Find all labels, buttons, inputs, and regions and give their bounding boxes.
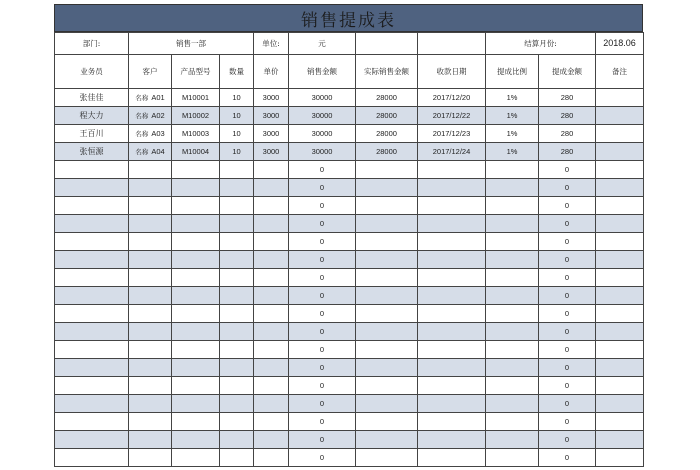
actual-sales-cell[interactable]: 28000	[356, 89, 418, 107]
customer-cell[interactable]	[129, 341, 172, 359]
payment-date-cell[interactable]	[418, 359, 486, 377]
commission-rate-cell[interactable]	[486, 179, 539, 197]
commission-rate-cell[interactable]: 1%	[486, 89, 539, 107]
payment-date-cell[interactable]	[418, 323, 486, 341]
remarks-cell[interactable]	[596, 233, 644, 251]
quantity-cell[interactable]	[220, 305, 254, 323]
unit-price-cell[interactable]	[254, 197, 289, 215]
payment-date-cell[interactable]	[418, 377, 486, 395]
commission-amount-cell[interactable]: 0	[539, 359, 596, 377]
payment-date-cell[interactable]	[418, 233, 486, 251]
payment-date-cell[interactable]	[418, 215, 486, 233]
product-model-cell[interactable]	[172, 305, 220, 323]
salesperson-cell[interactable]	[55, 359, 129, 377]
payment-date-cell[interactable]	[418, 269, 486, 287]
actual-sales-cell[interactable]	[356, 197, 418, 215]
unit-price-cell[interactable]	[254, 431, 289, 449]
commission-amount-cell[interactable]: 0	[539, 179, 596, 197]
actual-sales-cell[interactable]	[356, 287, 418, 305]
payment-date-cell[interactable]	[418, 431, 486, 449]
sales-amount-cell[interactable]: 30000	[289, 89, 356, 107]
header-payment-date-label: 收款日期	[436, 66, 467, 76]
product-model-cell[interactable]	[172, 431, 220, 449]
commission-amount-cell[interactable]: 0	[539, 269, 596, 287]
commission-table	[54, 32, 644, 467]
sales-amount-cell[interactable]: 0	[289, 269, 356, 287]
payment-date-cell[interactable]: 2017/12/24	[418, 143, 486, 161]
payment-date-cell[interactable]	[418, 179, 486, 197]
remarks-cell[interactable]	[596, 413, 644, 431]
customer-cell[interactable]	[129, 305, 172, 323]
actual-sales-cell[interactable]	[356, 305, 418, 323]
commission-amount-cell[interactable]: 0	[539, 449, 596, 467]
sales-amount-cell[interactable]: 0	[289, 305, 356, 323]
quantity-cell[interactable]: 10	[220, 143, 254, 161]
header-customer	[129, 55, 172, 89]
product-model-cell[interactable]: M10004	[172, 143, 220, 161]
customer-cell[interactable]	[129, 287, 172, 305]
unit-price-cell[interactable]	[254, 377, 289, 395]
salesperson-cell[interactable]	[55, 179, 129, 197]
commission-rate-cell[interactable]	[486, 269, 539, 287]
header-commission-rate-label: 提成比例	[497, 66, 528, 76]
product-model-cell[interactable]	[172, 215, 220, 233]
actual-sales-cell[interactable]	[356, 269, 418, 287]
sales-amount-cell[interactable]: 0	[289, 449, 356, 467]
commission-amount-cell[interactable]: 280	[539, 107, 596, 125]
unit-price-cell[interactable]	[254, 449, 289, 467]
customer-cell[interactable]	[129, 359, 172, 377]
sales-amount-cell[interactable]: 0	[289, 359, 356, 377]
salesperson-cell[interactable]	[55, 269, 129, 287]
customer-prefix: 名称	[135, 111, 149, 120]
remarks-cell[interactable]	[596, 287, 644, 305]
commission-rate-cell[interactable]	[486, 197, 539, 215]
product-model-cell[interactable]	[172, 251, 220, 269]
customer-cell[interactable]	[129, 377, 172, 395]
header-sales-amount	[289, 55, 356, 89]
header-payment-date	[418, 55, 486, 89]
unit-price-cell[interactable]	[254, 269, 289, 287]
commission-rate-cell[interactable]	[486, 377, 539, 395]
payment-date-cell[interactable]	[418, 161, 486, 179]
commission-amount-cell[interactable]: 0	[539, 215, 596, 233]
unit-price-cell[interactable]: 3000	[254, 143, 289, 161]
commission-amount-cell[interactable]: 0	[539, 197, 596, 215]
actual-sales-cell[interactable]	[356, 251, 418, 269]
table-row	[55, 305, 644, 323]
customer-code: A02	[151, 110, 165, 120]
sales-amount-cell[interactable]: 30000	[289, 107, 356, 125]
dept-label: 部门:	[55, 33, 129, 55]
payment-date-cell[interactable]	[418, 341, 486, 359]
customer-cell[interactable]	[129, 215, 172, 233]
salesperson-cell[interactable]: 王百川	[55, 125, 129, 143]
actual-sales-cell[interactable]: 28000	[356, 125, 418, 143]
customer-cell[interactable]	[129, 413, 172, 431]
customer-cell[interactable]	[129, 251, 172, 269]
table-row	[55, 107, 644, 125]
header-sales-amount-label: 销售金额	[307, 66, 338, 76]
commission-rate-cell[interactable]	[486, 161, 539, 179]
commission-amount-cell[interactable]: 0	[539, 377, 596, 395]
header-remarks-label: 备注	[612, 66, 628, 76]
header-commission-rate	[486, 55, 539, 89]
customer-code: A04	[151, 146, 165, 156]
commission-rate-cell[interactable]	[486, 341, 539, 359]
actual-sales-cell[interactable]	[356, 359, 418, 377]
sales-amount-cell[interactable]: 0	[289, 161, 356, 179]
product-model-cell[interactable]	[172, 197, 220, 215]
actual-sales-cell[interactable]	[356, 341, 418, 359]
remarks-cell[interactable]	[596, 377, 644, 395]
customer-cell[interactable]	[129, 395, 172, 413]
sales-amount-cell[interactable]: 30000	[289, 143, 356, 161]
remarks-cell[interactable]	[596, 125, 644, 143]
table-row	[55, 197, 644, 215]
sales-amount-cell[interactable]: 0	[289, 179, 356, 197]
salesperson-cell[interactable]: 张恒源	[55, 143, 129, 161]
customer-prefix: 名称	[135, 93, 149, 102]
quantity-cell[interactable]	[220, 413, 254, 431]
quantity-cell[interactable]	[220, 431, 254, 449]
unit-value[interactable]: 元	[289, 33, 356, 55]
customer-code: A01	[151, 92, 165, 102]
payment-date-cell[interactable]	[418, 413, 486, 431]
commission-rate-cell[interactable]	[486, 215, 539, 233]
header-salesperson-label: 业务员	[80, 66, 103, 76]
product-model-cell[interactable]	[172, 233, 220, 251]
quantity-cell[interactable]	[220, 359, 254, 377]
commission-amount-cell[interactable]: 0	[539, 161, 596, 179]
unit-price-cell[interactable]	[254, 179, 289, 197]
commission-amount-cell[interactable]: 0	[539, 287, 596, 305]
unit-price-cell[interactable]	[254, 413, 289, 431]
remarks-cell[interactable]	[596, 143, 644, 161]
salesperson-cell[interactable]	[55, 251, 129, 269]
remarks-cell[interactable]	[596, 197, 644, 215]
info-row	[55, 33, 644, 55]
actual-sales-cell[interactable]	[356, 323, 418, 341]
sales-amount-cell[interactable]: 0	[289, 251, 356, 269]
header-row	[55, 55, 644, 89]
period-value[interactable]: 2018.06	[596, 33, 644, 55]
commission-amount-cell[interactable]: 280	[539, 89, 596, 107]
header-actual-sales-amount-label: 实际销售金额	[364, 66, 410, 76]
table-row	[55, 233, 644, 251]
quantity-cell[interactable]	[220, 251, 254, 269]
remarks-cell[interactable]	[596, 305, 644, 323]
quantity-cell[interactable]	[220, 215, 254, 233]
salesperson-cell[interactable]	[55, 161, 129, 179]
salesperson-cell[interactable]	[55, 449, 129, 467]
commission-rate-cell[interactable]	[486, 359, 539, 377]
quantity-cell[interactable]	[220, 323, 254, 341]
remarks-cell[interactable]	[596, 269, 644, 287]
quantity-cell[interactable]	[220, 287, 254, 305]
actual-sales-cell[interactable]	[356, 233, 418, 251]
header-unit-price-label: 单价	[263, 66, 279, 76]
period-label: 结算月份:	[486, 33, 596, 55]
customer-cell[interactable]	[129, 431, 172, 449]
salesperson-cell[interactable]: 张佳佳	[55, 89, 129, 107]
customer-cell[interactable]	[129, 197, 172, 215]
product-model-cell[interactable]: M10002	[172, 107, 220, 125]
header-remarks	[596, 55, 644, 89]
quantity-cell[interactable]	[220, 449, 254, 467]
unit-label: 单位:	[254, 33, 289, 55]
header-actual-sales-amount	[356, 55, 418, 89]
payment-date-cell[interactable]	[418, 395, 486, 413]
header-salesperson	[55, 55, 129, 89]
quantity-cell[interactable]: 10	[220, 89, 254, 107]
product-model-cell[interactable]: M10003	[172, 125, 220, 143]
table-row	[55, 161, 644, 179]
remarks-cell[interactable]	[596, 359, 644, 377]
actual-sales-cell[interactable]	[356, 449, 418, 467]
header-quantity-label: 数量	[229, 66, 244, 76]
payment-date-cell[interactable]: 2017/12/22	[418, 107, 486, 125]
sales-amount-cell[interactable]: 0	[289, 323, 356, 341]
actual-sales-cell[interactable]	[356, 377, 418, 395]
table-row	[55, 377, 644, 395]
commission-rate-cell[interactable]: 1%	[486, 107, 539, 125]
header-commission-amount-label: 提成金额	[552, 66, 583, 76]
payment-date-cell[interactable]	[418, 287, 486, 305]
product-model-cell[interactable]	[172, 341, 220, 359]
commission-amount-cell[interactable]: 280	[539, 143, 596, 161]
quantity-cell[interactable]: 10	[220, 125, 254, 143]
commission-amount-cell[interactable]: 0	[539, 305, 596, 323]
table-row	[55, 215, 644, 233]
salesperson-cell[interactable]	[55, 431, 129, 449]
header-product-model	[172, 55, 220, 89]
product-model-cell[interactable]	[172, 161, 220, 179]
commission-rate-cell[interactable]	[486, 287, 539, 305]
salesperson-cell[interactable]	[55, 323, 129, 341]
commission-rate-cell[interactable]	[486, 449, 539, 467]
remarks-cell[interactable]	[596, 161, 644, 179]
quantity-cell[interactable]	[220, 395, 254, 413]
payment-date-cell[interactable]	[418, 251, 486, 269]
unit-price-cell[interactable]	[254, 251, 289, 269]
salesperson-cell[interactable]	[55, 341, 129, 359]
remarks-cell[interactable]	[596, 341, 644, 359]
salesperson-cell[interactable]: 程大力	[55, 107, 129, 125]
product-model-cell[interactable]: M10001	[172, 89, 220, 107]
remarks-cell[interactable]	[596, 215, 644, 233]
sales-amount-cell[interactable]: 0	[289, 233, 356, 251]
info-blank-cell[interactable]	[418, 33, 486, 55]
commission-rate-cell[interactable]	[486, 323, 539, 341]
customer-cell[interactable]	[129, 179, 172, 197]
sales-amount-cell[interactable]: 0	[289, 431, 356, 449]
customer-cell[interactable]	[129, 323, 172, 341]
unit-price-cell[interactable]: 3000	[254, 107, 289, 125]
salesperson-cell[interactable]	[55, 197, 129, 215]
remarks-cell[interactable]	[596, 431, 644, 449]
salesperson-cell[interactable]	[55, 305, 129, 323]
commission-amount-cell[interactable]: 0	[539, 413, 596, 431]
customer-cell[interactable]	[129, 161, 172, 179]
product-model-cell[interactable]	[172, 287, 220, 305]
commission-amount-cell[interactable]: 0	[539, 341, 596, 359]
table-row	[55, 431, 644, 449]
header-unit-price	[254, 55, 289, 89]
remarks-cell[interactable]	[596, 395, 644, 413]
salesperson-cell[interactable]	[55, 377, 129, 395]
table-row	[55, 413, 644, 431]
table-row	[55, 449, 644, 467]
product-model-cell[interactable]	[172, 323, 220, 341]
customer-cell[interactable]	[129, 107, 172, 125]
quantity-cell[interactable]: 10	[220, 107, 254, 125]
commission-rate-cell[interactable]	[486, 305, 539, 323]
unit-price-cell[interactable]: 3000	[254, 125, 289, 143]
unit-price-cell[interactable]	[254, 233, 289, 251]
product-model-cell[interactable]	[172, 359, 220, 377]
remarks-cell[interactable]	[596, 323, 644, 341]
commission-rate-cell[interactable]	[486, 233, 539, 251]
actual-sales-cell[interactable]	[356, 413, 418, 431]
header-commission-amount	[539, 55, 596, 89]
dept-value[interactable]: 销售一部	[129, 33, 254, 55]
payment-date-cell[interactable]	[418, 305, 486, 323]
table-row	[55, 323, 644, 341]
unit-price-cell[interactable]	[254, 395, 289, 413]
unit-price-cell[interactable]	[254, 341, 289, 359]
actual-sales-cell[interactable]	[356, 161, 418, 179]
unit-price-cell[interactable]	[254, 359, 289, 377]
payment-date-cell[interactable]	[418, 197, 486, 215]
product-model-cell[interactable]	[172, 413, 220, 431]
actual-sales-cell[interactable]	[356, 179, 418, 197]
table-row	[55, 269, 644, 287]
quantity-cell[interactable]	[220, 233, 254, 251]
sales-amount-cell[interactable]: 0	[289, 341, 356, 359]
commission-amount-cell[interactable]: 0	[539, 233, 596, 251]
commission-rate-cell[interactable]	[486, 431, 539, 449]
table-row	[55, 395, 644, 413]
customer-cell[interactable]	[129, 89, 172, 107]
remarks-cell[interactable]	[596, 449, 644, 467]
unit-price-cell[interactable]	[254, 287, 289, 305]
table-row	[55, 287, 644, 305]
salesperson-cell[interactable]	[55, 395, 129, 413]
commission-amount-cell[interactable]: 0	[539, 431, 596, 449]
customer-prefix: 名称	[135, 129, 149, 138]
remarks-cell[interactable]	[596, 107, 644, 125]
product-model-cell[interactable]	[172, 395, 220, 413]
actual-sales-cell[interactable]	[356, 431, 418, 449]
commission-rate-cell[interactable]: 1%	[486, 125, 539, 143]
payment-date-cell[interactable]	[418, 449, 486, 467]
customer-prefix: 名称	[135, 147, 149, 156]
table-row	[55, 89, 644, 107]
remarks-cell[interactable]	[596, 179, 644, 197]
quantity-cell[interactable]	[220, 269, 254, 287]
remarks-cell[interactable]	[596, 89, 644, 107]
salesperson-cell[interactable]	[55, 215, 129, 233]
commission-amount-cell[interactable]: 0	[539, 395, 596, 413]
product-model-cell[interactable]	[172, 377, 220, 395]
product-model-cell[interactable]	[172, 179, 220, 197]
header-quantity	[220, 55, 254, 89]
commission-rate-cell[interactable]: 1%	[486, 143, 539, 161]
actual-sales-cell[interactable]: 28000	[356, 143, 418, 161]
payment-date-cell[interactable]: 2017/12/20	[418, 89, 486, 107]
unit-price-cell[interactable]: 3000	[254, 89, 289, 107]
sales-amount-cell[interactable]: 0	[289, 377, 356, 395]
salesperson-cell[interactable]	[55, 233, 129, 251]
commission-rate-cell[interactable]	[486, 251, 539, 269]
table-row	[55, 179, 644, 197]
quantity-cell[interactable]	[220, 179, 254, 197]
sheet-title: 销售提成表	[54, 4, 643, 32]
unit-price-cell[interactable]	[254, 215, 289, 233]
product-model-cell[interactable]	[172, 449, 220, 467]
customer-cell[interactable]	[129, 233, 172, 251]
table-row	[55, 251, 644, 269]
customer-cell[interactable]	[129, 449, 172, 467]
sales-amount-cell[interactable]: 0	[289, 215, 356, 233]
commission-sheet	[54, 4, 643, 467]
quantity-cell[interactable]	[220, 377, 254, 395]
sales-amount-cell[interactable]: 0	[289, 197, 356, 215]
sales-amount-cell[interactable]: 0	[289, 413, 356, 431]
commission-amount-cell[interactable]: 280	[539, 125, 596, 143]
commission-amount-cell[interactable]: 0	[539, 323, 596, 341]
actual-sales-cell[interactable]	[356, 395, 418, 413]
quantity-cell[interactable]	[220, 341, 254, 359]
table-row	[55, 341, 644, 359]
unit-price-cell[interactable]	[254, 323, 289, 341]
customer-cell[interactable]	[129, 269, 172, 287]
salesperson-cell[interactable]	[55, 413, 129, 431]
actual-sales-cell[interactable]: 28000	[356, 107, 418, 125]
remarks-cell[interactable]	[596, 251, 644, 269]
payment-date-cell[interactable]: 2017/12/23	[418, 125, 486, 143]
quantity-cell[interactable]	[220, 161, 254, 179]
customer-cell[interactable]	[129, 143, 172, 161]
table-row	[55, 125, 644, 143]
unit-price-cell[interactable]	[254, 161, 289, 179]
salesperson-cell[interactable]	[55, 287, 129, 305]
sales-amount-cell[interactable]: 30000	[289, 125, 356, 143]
sales-amount-cell[interactable]: 0	[289, 395, 356, 413]
sales-amount-cell[interactable]: 0	[289, 287, 356, 305]
header-product-model-label: 产品型号	[180, 66, 211, 76]
info-blank-cell[interactable]	[356, 33, 418, 55]
header-customer-label: 客户	[142, 66, 158, 76]
customer-cell[interactable]	[129, 125, 172, 143]
commission-amount-cell[interactable]: 0	[539, 251, 596, 269]
table-row	[55, 143, 644, 161]
commission-rate-cell[interactable]	[486, 395, 539, 413]
quantity-cell[interactable]	[220, 197, 254, 215]
customer-code: A03	[151, 128, 165, 138]
product-model-cell[interactable]	[172, 269, 220, 287]
actual-sales-cell[interactable]	[356, 215, 418, 233]
commission-rate-cell[interactable]	[486, 413, 539, 431]
table-row	[55, 359, 644, 377]
unit-price-cell[interactable]	[254, 305, 289, 323]
